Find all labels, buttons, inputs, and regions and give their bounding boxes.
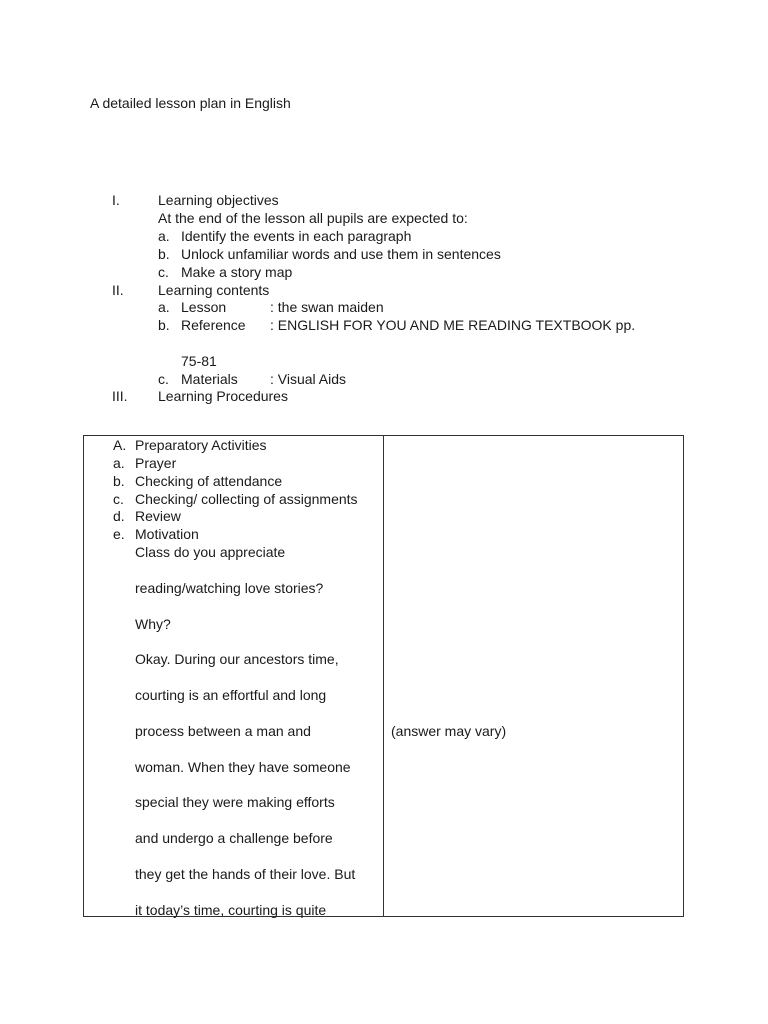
- teacher-line: they get the hands of their love. But: [135, 866, 356, 882]
- objective-item-a: Identify the events in each paragraph: [181, 228, 412, 244]
- section-heading-objectives: Learning objectives: [158, 192, 279, 208]
- teacher-line: reading/watching love stories?: [135, 580, 324, 596]
- activity-marker-d: d.: [113, 508, 125, 524]
- section-numeral-3: III.: [112, 388, 128, 404]
- content-marker-b: b.: [158, 317, 170, 333]
- section-numeral-1: I.: [112, 192, 120, 208]
- teacher-line: Class do you appreciate: [135, 544, 286, 560]
- content-label-reference: Reference: [181, 317, 246, 333]
- content-reference-pages: 75-81: [181, 353, 217, 369]
- content-marker-c: c.: [158, 371, 169, 387]
- student-response: (answer may vary): [391, 723, 507, 739]
- activity-marker-e: e.: [113, 526, 125, 542]
- activity-marker-b: b.: [113, 473, 125, 489]
- teacher-line: woman. When they have someone: [135, 759, 351, 775]
- teacher-line: Why?: [135, 616, 171, 632]
- objective-item-c: Make a story map: [181, 264, 293, 280]
- activity-preparatory: Preparatory Activities: [135, 437, 267, 453]
- teacher-line: process between a man and: [135, 723, 311, 739]
- activity-attendance: Checking of attendance: [135, 473, 283, 489]
- section-heading-contents: Learning contents: [158, 282, 270, 298]
- content-label-lesson: Lesson: [181, 299, 227, 315]
- teacher-line: special they were making efforts: [135, 794, 335, 810]
- table-column-divider: [383, 436, 384, 916]
- teacher-line: Okay. During our ancestors time,: [135, 651, 339, 667]
- teacher-line: and undergo a challenge before: [135, 830, 333, 846]
- document-title: A detailed lesson plan in English: [90, 95, 291, 111]
- activity-motivation: Motivation: [135, 526, 199, 542]
- section-heading-procedures: Learning Procedures: [158, 388, 288, 404]
- activity-marker-c: c.: [113, 491, 124, 507]
- objective-marker-b: b.: [158, 246, 170, 262]
- objective-marker-c: c.: [158, 264, 169, 280]
- activity-prayer: Prayer: [135, 455, 177, 471]
- procedures-table: [83, 435, 684, 917]
- content-marker-a: a.: [158, 299, 170, 315]
- objective-item-b: Unlock unfamiliar words and use them in sentences: [181, 246, 501, 262]
- activity-marker-a: a.: [113, 455, 125, 471]
- activity-review: Review: [135, 508, 181, 524]
- teacher-line: it today’s time, courting is quite: [135, 902, 327, 918]
- content-value-reference: : ENGLISH FOR YOU AND ME READING TEXTBOOK pp.: [270, 317, 636, 333]
- activity-marker-A: A.: [113, 437, 127, 453]
- section-numeral-2: II.: [112, 282, 124, 298]
- activity-assignments: Checking/ collecting of assignments: [135, 491, 358, 507]
- content-value-materials: : Visual Aids: [270, 371, 347, 387]
- objective-marker-a: a.: [158, 228, 170, 244]
- objectives-intro: At the end of the lesson all pupils are expected to:: [158, 210, 468, 226]
- content-label-materials: Materials: [181, 371, 238, 387]
- teacher-line: courting is an effortful and long: [135, 687, 327, 703]
- content-value-lesson: : the swan maiden: [270, 299, 384, 315]
